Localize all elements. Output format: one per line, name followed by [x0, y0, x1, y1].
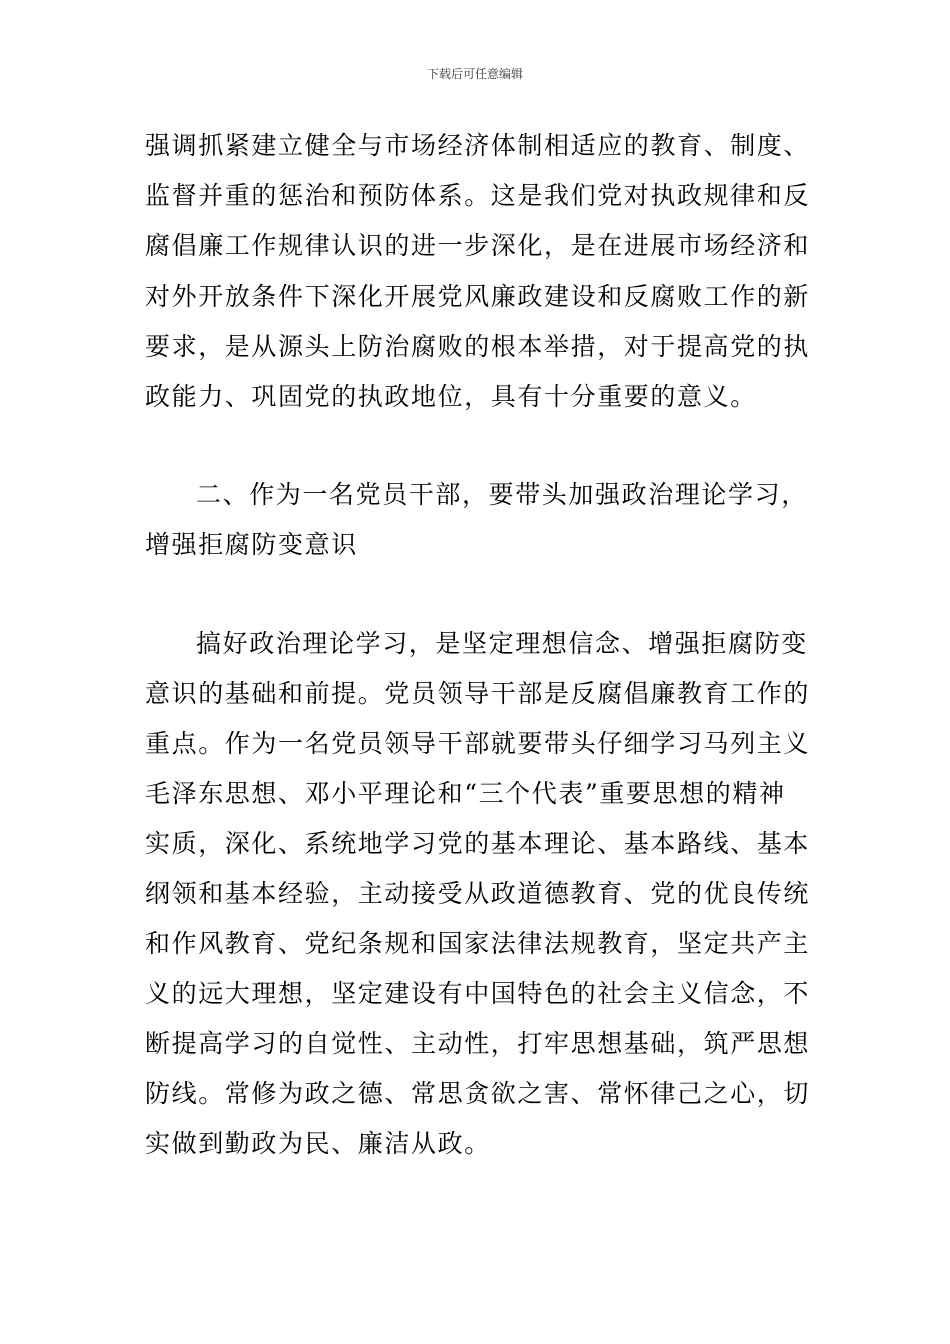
paragraph-1-line-4: 对外开放条件下深化开展党风廉政建设和反腐败工作的新: [145, 282, 811, 311]
paragraph-3-line-10: 防线。常修为政之德、常思贪欲之害、常怀律己之心，切: [145, 1079, 811, 1108]
paragraph-1-line-5: 要求，是从源头上防治腐败的根本举措，对于提高党的执: [145, 332, 811, 361]
paragraph-1-line-3: 腐倡廉工作规律认识的进一步深化，是在进展市场经济和: [145, 231, 811, 260]
paragraph-1-line-2: 监督并重的惩治和预防体系。这是我们党对执政规律和反: [145, 181, 811, 210]
paragraph-3-line-11: 实做到勤政为民、廉洁从政。: [145, 1129, 491, 1158]
paragraph-1-line-1: 强调抓紧建立健全与市场经济体制相适应的教育、制度、: [145, 131, 811, 160]
paragraph-3-line-6: 纲领和基本经验，主动接受从政道德教育、党的优良传统: [145, 879, 811, 908]
paragraph-3-line-8: 义的远大理想，坚定建设有中国特色的社会主义信念，不: [145, 979, 811, 1008]
paragraph-3-line-4: 毛泽东思想、邓小平理论和“三个代表”重要思想的精神: [145, 779, 786, 808]
paragraph-3-line-5: 实质，深化、系统地学习党的基本理论、基本路线、基本: [145, 829, 811, 858]
section-heading-line-2: 增强拒腐防变意识: [145, 530, 358, 559]
paragraph-3-line-3: 重点。作为一名党员领导干部就要带头仔细学习马列主义: [145, 729, 811, 758]
header-note: 下载后可任意编辑: [426, 67, 523, 81]
paragraph-3-line-7: 和作风教育、党纪条规和国家法律法规教育，坚定共产主: [145, 929, 811, 958]
paragraph-3-line-9: 断提高学习的自觉性、主动性，打牢思想基础，筑严思想: [145, 1029, 811, 1058]
section-heading-line-1: 二、作为一名党员干部，要带头加强政治理论学习，: [196, 480, 808, 509]
paragraph-3-line-2: 意识的基础和前提。党员领导干部是反腐倡廉教育工作的: [145, 679, 811, 708]
paragraph-3-line-1: 搞好政治理论学习，是坚定理想信念、增强拒腐防变: [196, 629, 808, 658]
paragraph-1-line-6: 政能力、巩固党的执政地位，具有十分重要的意义。: [145, 382, 757, 411]
